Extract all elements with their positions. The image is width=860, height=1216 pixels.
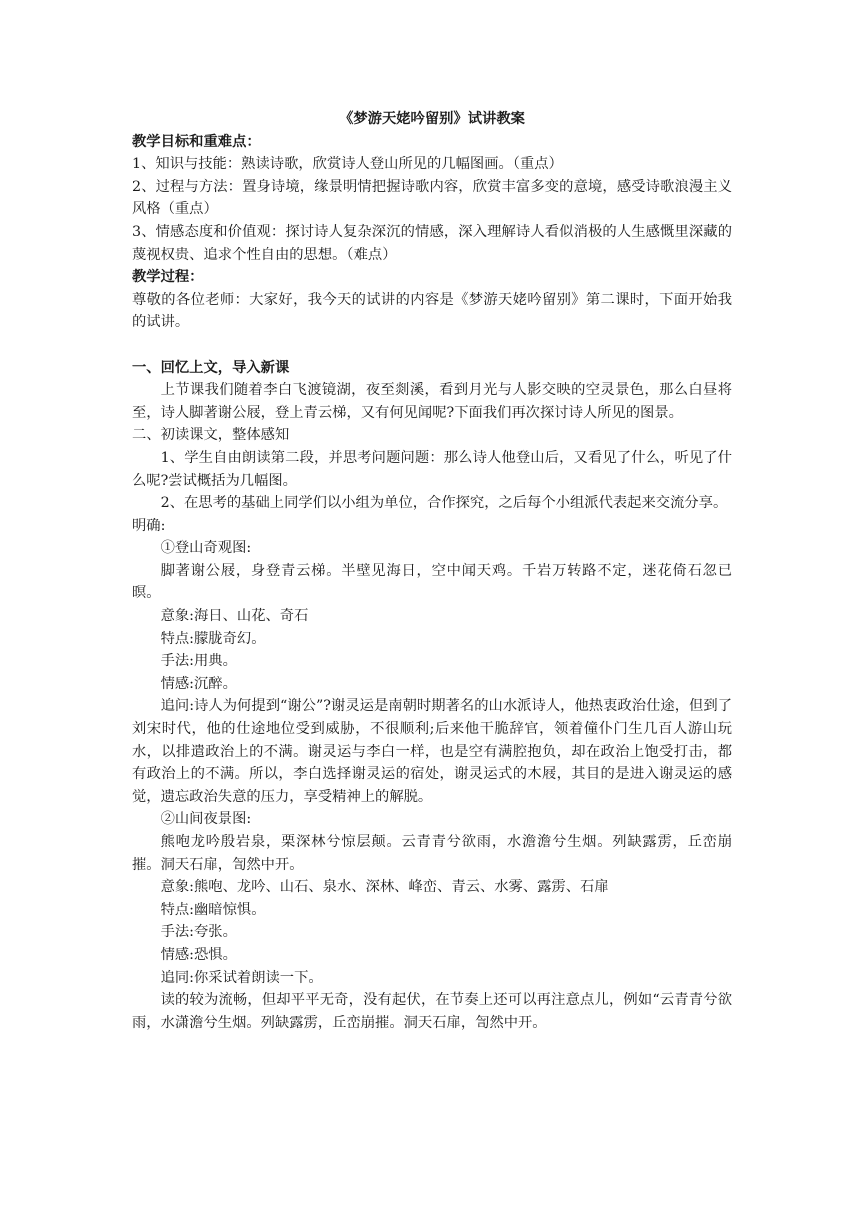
pic1-feature: 特点:朦胧奇幻。	[160, 630, 266, 647]
pic2-technique: 手法:夸张。	[160, 924, 237, 941]
section1-paragraph: 上节课我们随着李白飞渡镜湖，夜至剡溪，看到月光与人影交映的空灵景色，那么白昼将至，诗人脚著谢公屐，登上青云梯，又有何见闻呢?下面我们再次探讨诗人所见的图景。	[132, 382, 732, 421]
pic2-feature: 特点:幽暗惊惧。	[160, 901, 266, 918]
objectives-heading: 教学目标和重难点：	[132, 133, 261, 150]
pic1-emotion: 情感:沉醉。	[160, 675, 237, 692]
section2-item: 1、学生自由朗读第二段，并思考问题问题：那么诗人他登山后，又看见了什么，听见了什么呢?尝试概括为几幅图。	[132, 449, 732, 489]
section2-item: 2、在思考的基础上同学们以小组为单位，合作探究，之后每个小组派代表起来交流分享。	[160, 495, 728, 512]
pic2-imagery: 意象:熊咆、龙吟、山石、泉水、深林、峰峦、青云、水雾、露雳、石扉	[160, 879, 609, 896]
pic1-title: ①登山奇观图:	[160, 540, 252, 557]
pic1-imagery: 意象:海日、山花、奇石	[160, 608, 309, 625]
section1-heading: 一、回忆上文，导入新课	[132, 359, 290, 376]
clarify-label: 明确:	[132, 517, 166, 534]
process-heading: 教学过程：	[132, 269, 204, 286]
objective-item: 1、知识与技能：熟读诗歌，欣赏诗人登山所见的几幅图画。（重点）	[132, 156, 563, 173]
pic2-verse: 熊咆龙吟殷岩泉，栗深林兮惊层颠。云青青兮欲雨，水澹澹兮生烟。列缺露雳，丘峦崩摧。洞天石扉，訇然中开。	[132, 834, 732, 873]
blank-line	[132, 334, 732, 357]
pic2-emotion: 情感:恐惧。	[160, 946, 237, 963]
pic1-followup: 追问:诗人为何提到“谢公”?谢灵运是南朝时期著名的山水派诗人，他热衷政治仕途，但到了刘宋时代，他的仕途地位受到威胁，不很顺利;后来他干脆辞官，领着僮仆门生几百人游山玩水，以排遣政治上的不满。谢灵运与李白一样，也是空有满腔抱负，却在政治上饱受打击，都有政治上的不满。所以，李白选择谢灵运的宿处，谢灵运式的木屐，其目的是进入谢灵运的感觉，遗忘政治失意的压力，享受精神上的解脱。	[132, 698, 732, 805]
objective-item: 3、情感态度和价值观：探讨诗人复杂深沉的情感，深入理解诗人看似消极的人生感慨里深藏的蔑视权贵、追求个性自由的思想。（难点）	[132, 223, 732, 263]
greeting-paragraph: 尊敬的各位老师：大家好，我今天的试讲的内容是《梦游天姥吟留别》第二课时，下面开始我的试讲。	[132, 291, 732, 331]
pic1-technique: 手法:用典。	[160, 653, 237, 670]
section2-heading: 二、初读课文，整体感知	[132, 427, 290, 444]
document-body	[132, 108, 732, 1034]
pic2-title: ②山间夜景图:	[160, 811, 252, 828]
pic1-verse: 脚著谢公屐，身登青云梯。半壁见海日，空中闻天鸡。千岩万转路不定，迷花倚石忽已暝。	[132, 562, 732, 602]
pic2-reading: 读的较为流畅，但却平平无奇，没有起伏，在节奏上还可以再注意点儿，例如“云青青兮欲雨，水潇澹兮生烟。列缺露雳，丘峦崩摧。洞天石扉，訇然中开。	[132, 992, 732, 1031]
objective-item: 2、过程与方法：置身诗境，缘景明情把握诗歌内容，欣赏丰富多变的意境，感受诗歌浪漫主义风格（重点）	[132, 178, 732, 218]
document-title: 《梦游天姥吟留别》试讲教案	[339, 111, 525, 127]
pic2-followup: 追同:你采试着朗读一下。	[160, 969, 323, 986]
